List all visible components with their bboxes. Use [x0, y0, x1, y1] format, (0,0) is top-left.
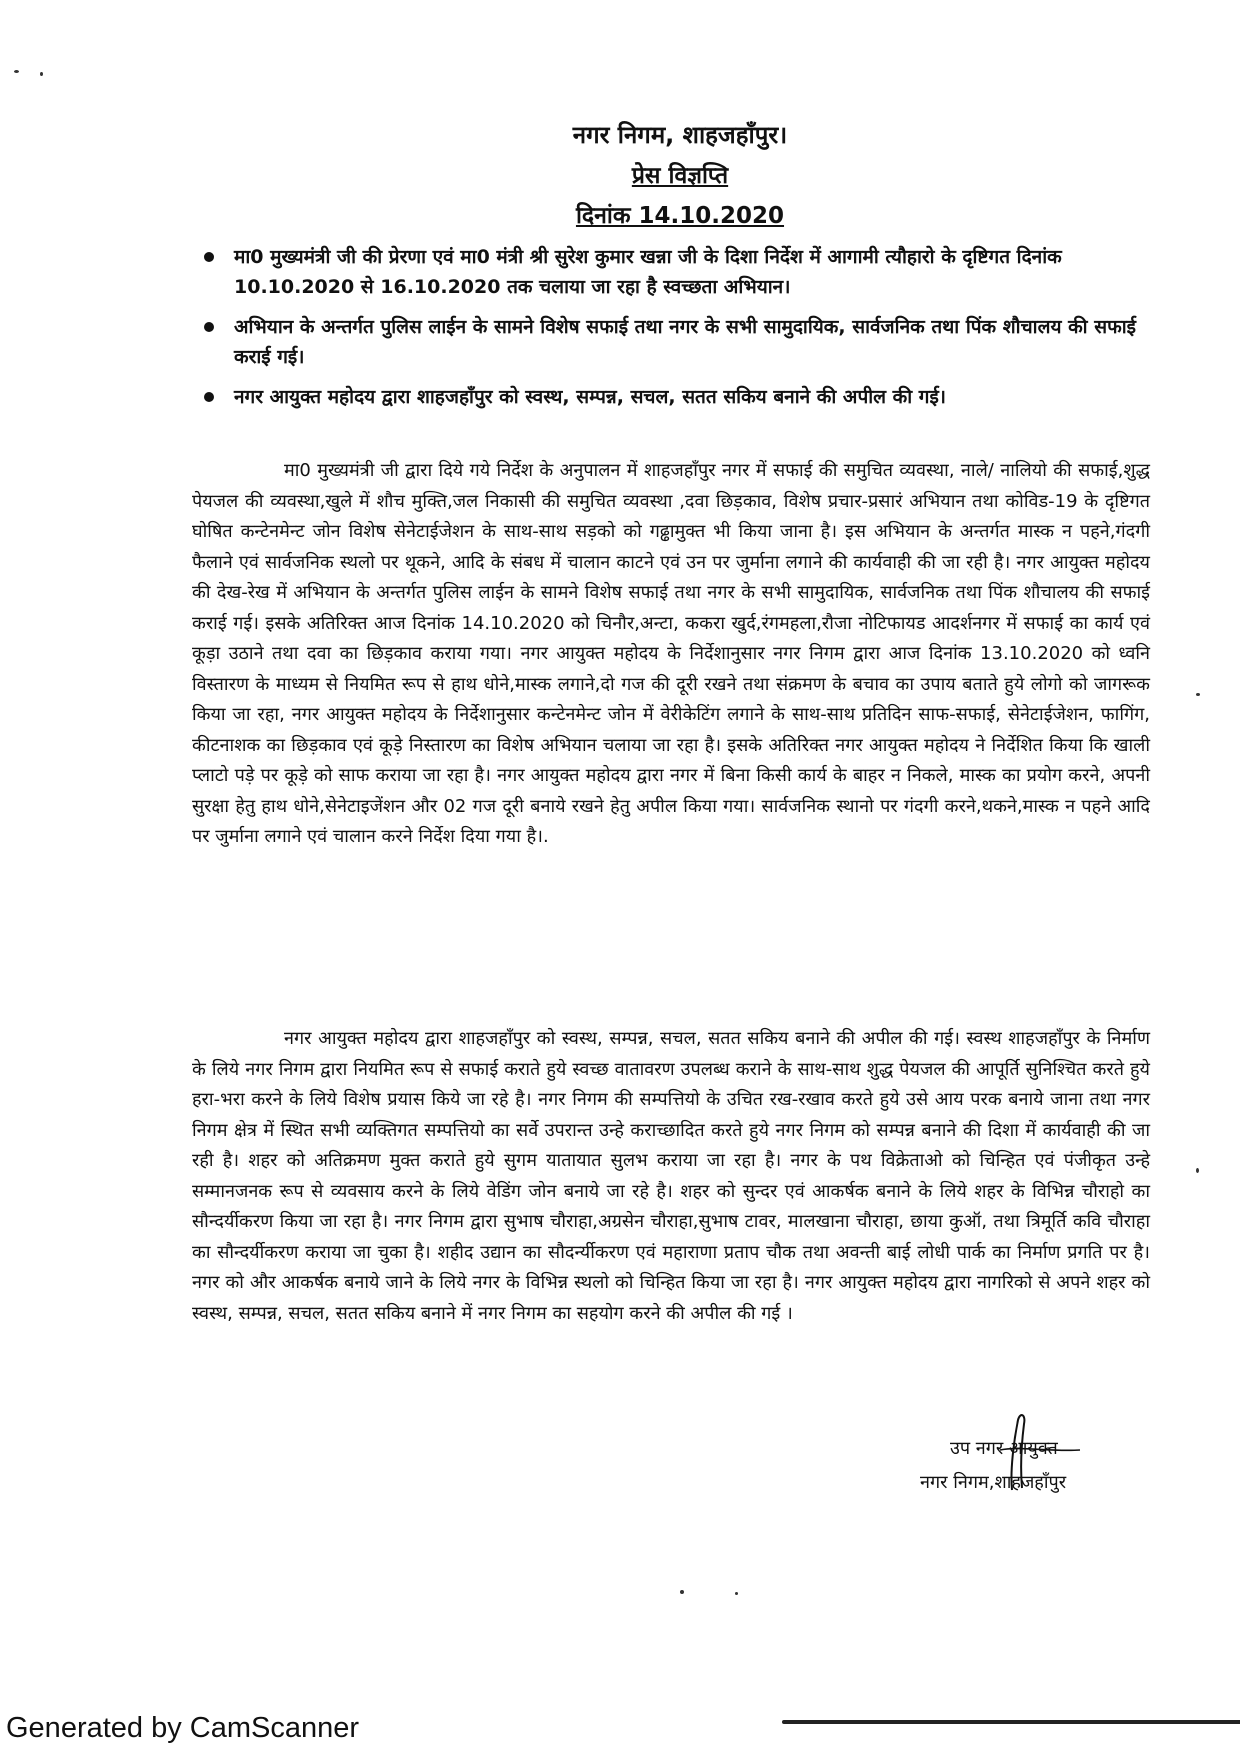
signature-block	[920, 1432, 1160, 1500]
release-date-text: दिनांक 14.10.2020	[575, 203, 785, 229]
highlight-text: अभियान के अन्तर्गत पुलिस लाईन के सामने विशेष सफाई तथा नगर के सभी सामुदायिक, सार्वजनिक तथा पिंक शौचालय की सफाई कराई गई।	[234, 316, 1136, 368]
signatory-designation: उप नगर आयुक्त	[950, 1438, 1058, 1459]
scan-speck	[680, 1590, 684, 1594]
release-date	[60, 198, 1240, 230]
scan-speck	[1196, 693, 1200, 696]
scan-speck	[14, 70, 19, 73]
scan-speck	[1196, 1168, 1199, 1173]
bullet-icon	[204, 322, 214, 332]
organization-heading: नगर निगम, शाहजहाँपुर।	[572, 121, 788, 149]
footer-rule	[782, 1720, 1240, 1724]
highlights-list	[200, 242, 1160, 422]
document-title-text: प्रेस विज्ञप्ति	[631, 163, 729, 189]
highlight-text: नगर आयुक्त महोदय द्वारा शाहजहाँपुर को स्वस्थ, सम्पन्न, सचल, सतत सकिय बनाने की अपील की गई।	[234, 386, 947, 408]
signature-scribble-icon	[970, 1410, 1090, 1500]
signatory-office: नगर निगम,शाहजहाँपुर	[920, 1472, 1067, 1493]
camscanner-watermark: Generated by CamScanner	[6, 1712, 360, 1744]
body-paragraph-1: मा0 मुख्यमंत्री जी द्वारा दिये गये निर्देश के अनुपालन में शाहजहाँपुर नगर में सफाई की समुचित व्यवस्था, नाले/ नालियो की सफाई,शुद्ध पेयजल की व्यवस्था,खुले में शौच मुक्ति,जल निकासी की समुचित व्यवस्था ,दवा छिड़काव, विशेष प्रचार-प्रसारं अभियान तथा कोविड-19 के दृष्टिगत घोषित कन्टेनमेन्ट जोन विशेष सेनेटाईजेशन के साथ-साथ सड़को को गढ्ढामुक्त भी किया जाना है। इस अभियान के अन्तर्गत मास्क न पहने,गंदगी फैलाने एवं सार्वजनिक स्थलो पर थूकने, आदि के संबध में चालान काटने एवं उन पर जुर्माना लगाने की कार्यवाही की जा रही है। नगर आयुक्त महोदय की देख-रेख में अभियान के अन्तर्गत पुलिस लाईन के सामने विशेष सफाई तथा नगर के सभी सामुदायिक, सार्वजनिक तथा पिंक शौचालय की सफाई कराई गई। इसके अतिरिक्त आज दिनांक 14.10.2020 को चिनौर,अन्टा, ककरा खुर्द,रंगमहला,रौजा नोटिफायड आदर्शनगर में सफाई का कार्य एवं कूड़ा उठाने तथा दवा का छिड़काव कराया गया। नगर आयुक्त महोदय के निर्देशानुसार नगर निगम द्वारा आज दिनांक 13.10.2020 को ध्वनि विस्तारण के माध्यम से नियमित रूप से हाथ धोने,मास्क लगाने,दो गज की दूरी रखने तथा संक्रमण के बचाव का उपाय बताते हुये लोगो को जागरूक किया जा रहा, नगर आयुक्त महोदय के निर्देशानुसार कन्टेनमेन्ट जोन में वेरीकेटिंग लगाने के साथ-साथ प्रतिदिन साफ-सफाई, सेनेटाईजेशन, फागिंग, कीटनाशक का छिड़काव एवं कूड़े निस्तारण का विशेष अभियान चलाया जा रहा है। इसके अतिरिक्त नगर आयुक्त महोदय ने निर्देशित किया कि खाली प्लाटो पड़े पर कूड़े को साफ कराया जा रहा है। नगर आयुक्त महोदय द्वारा नगर में बिना किसी कार्य के बाहर न निकले, मास्क का प्रयोग करने, अपनी सुरक्षा हेतु हाथ धोने,सेनेटाइजेंशन और 02 गज दूरी बनाये रखने हेतु अपील किया गया। सार्वजनिक स्थानो पर गंदगी करने,थकने,मास्क न पहने आदि पर जुर्माना लगाने एवं चालान करने निर्देश दिया गया है।.	[192, 460, 1150, 847]
body-paragraph-2: नगर आयुक्त महोदय द्वारा शाहजहाँपुर को स्वस्थ, सम्पन्न, सचल, सतत सकिय बनाने की अपील की गई। स्वस्थ शाहजहाँपुर के निर्माण के लिये नगर निगम द्वारा नियमित रूप से सफाई कराते हुये स्वच्छ वातावरण उपलब्ध कराने के साथ-साथ शुद्ध पेयजल की आपूर्ति सुनिश्चित करते हुये हरा-भरा करने के लिये विशेष प्रयास किये जा रहे है। नगर निगम की सम्पत्तियो के उचित रख-रखाव करते हुये उसे आय परक बनाये जाना तथा नगर निगम क्षेत्र में स्थित सभी व्यक्तिगत सम्पत्तियो का सर्वे उपरान्त उन्हे कराच्छादित करते हुये नगर निगम को सम्पन्न बनाने की दिशा में कार्यवाही की जा रही है। शहर को अतिक्रमण मुक्त कराते हुये सुगम यातायात सुलभ कराया जा रहा है। नगर के पथ विक्रेताओ को चिन्हित एवं पंजीकृत उन्हे सम्मानजनक रूप से व्यवसाय करने के लिये वेडिंग जोन बनाये जा रहे है। शहर को सुन्दर एवं आकर्षक बनाने के लिये शहर के विभिन्न चौराहो का सौन्दर्यीकरण किया जा रहा है। नगर निगम द्वारा सुभाष चौराहा,अग्रसेन चौराहा,सुभाष टावर, मालखाना चौराहा, छाया कुऑ, तथा त्रिमूर्ति कवि चौराहा का सौन्दर्यीकरण कराया जा चुका है। शहीद उद्यान का सौदर्न्यीकरण एवं महाराणा प्रताप चौक तथा अवन्ती बाई लोधी पार्क का निर्माण प्रगति पर है। नगर को और आकर्षक बनाये जाने के लिये नगर के विभिन्न स्थलो को चिन्हित किया जा रहा है। नगर आयुक्त महोदय द्वारा नागरिको से अपने शहर को स्वस्थ, सम्पन्न, सचल, सतत सकिय बनाने में नगर निगम का सहयोग करने की अपील की गई ।	[192, 1028, 1150, 1324]
highlight-item	[200, 382, 1160, 412]
scan-speck	[735, 1592, 738, 1595]
scan-speck	[40, 72, 43, 76]
document-title	[60, 158, 1240, 190]
highlight-text: मा0 मुख्यमंत्री जी की प्रेरणा एवं मा0 मंत्री श्री सुरेश कुमार खन्ना जी के दिशा निर्देश में आगामी त्यौहारो के दृष्टिगत दिनांक 10.10.2020 से 16.10.2020 तक चलाया जा रहा है स्वच्छता अभियान।	[234, 246, 1062, 298]
bullet-icon	[204, 252, 214, 262]
highlight-item	[200, 242, 1160, 302]
highlight-item	[200, 312, 1160, 372]
bullet-icon	[204, 392, 214, 402]
